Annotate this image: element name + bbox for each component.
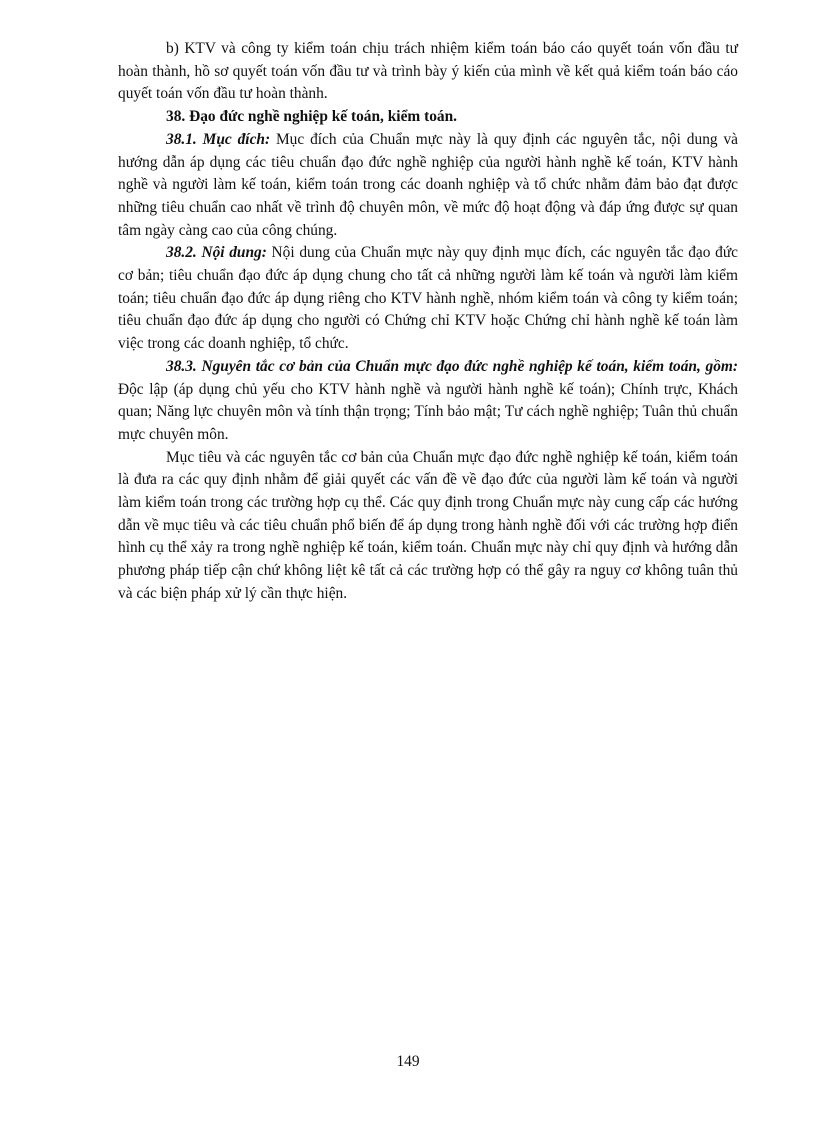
subsection-text-38-3: Độc lập (áp dụng chủ yếu cho KTV hành nghề và người hành nghề kế toán); Chính trực, Khách quan; Năng lực chuyên môn và tính thận trọng; Tính bảo mật; Tư cách nghề nghiệp; Tuân thủ chuẩn mực chuyên môn. — [118, 380, 738, 443]
paragraph-b: b) KTV và công ty kiểm toán chịu trách nhiệm kiểm toán báo cáo quyết toán vốn đầu tư hoàn thành, hồ sơ quyết toán vốn đầu tư và trình bày ý kiến của mình về kết quả kiểm toán báo cáo quyết toán vốn đầu tư hoàn thành. — [118, 40, 738, 103]
subsection-label-38-1: 38.1. Mục đích: — [166, 130, 271, 148]
subsection-label-38-3: 38.3. Nguyên tắc cơ bản của Chuẩn mực đạo đức nghề nghiệp kế toán, kiểm toán, gồm: — [166, 357, 738, 375]
paragraph-38-2 — [118, 242, 738, 356]
subsection-label-38-2: 38.2. Nội dung: — [166, 244, 267, 262]
paragraph-38-1 — [118, 129, 738, 243]
subsection-text-38-1: Mục đích của Chuẩn mực này là quy định các nguyên tắc, nội dung và hướng dẫn áp dụng các tiêu chuẩn đạo đức nghề nghiệp của người hành nghề kế toán, KTV hành nghề và người làm kế toán, kiểm toán trong các doanh nghiệp và tổ chức nhằm đảm bảo đạt được những tiêu chuẩn cao nhất về trình độ chuyên môn, về mức độ hoạt động và đáp ứng được sự quan tâm ngày càng cao của công chúng. — [118, 130, 738, 239]
subsection-text-38-2: Nội dung của Chuẩn mực này quy định mục đích, các nguyên tắc đạo đức cơ bản; tiêu chuẩn đạo đức áp dụng chung cho tất cả những người làm kế toán và người làm kiểm toán; tiêu chuẩn đạo đức áp dụng riêng cho KTV hành nghề, nhóm kiểm toán và công ty kiểm toán; tiêu chuẩn đạo đức áp dụng cho người có Chứng chỉ KTV hoặc Chứng chỉ hành nghề kế toán làm việc trong các doanh nghiệp, tổ chức. — [118, 244, 739, 353]
section-heading: 38. Đạo đức nghề nghiệp kế toán, kiểm toán. — [166, 108, 458, 126]
page-number: 149 — [396, 1053, 420, 1070]
paragraph-final: Mục tiêu và các nguyên tắc cơ bản của Chuẩn mực đạo đức nghề nghiệp kế toán, kiểm toán là đưa ra các quy định nhằm để giải quyết các vấn đề về đạo đức của người làm kế toán và người làm kiểm toán trong các trường hợp cụ thể. Các quy định trong Chuẩn mực này cung cấp các hướng dẫn về mục tiêu và các tiêu chuẩn phổ biến để áp dụng trong hành nghề đối với các trường hợp điển hình cụ thể xảy ra trong nghề nghiệp kế toán, kiểm toán. Chuẩn mực này chỉ quy định và hướng dẫn phương pháp tiếp cận chứ không liệt kê tất cả các trường hợp có thể gây ra nguy cơ không tuân thủ và các biện pháp xử lý cần thực hiện. — [118, 448, 738, 602]
document-body — [118, 38, 738, 606]
paragraph-38-3 — [118, 356, 738, 447]
